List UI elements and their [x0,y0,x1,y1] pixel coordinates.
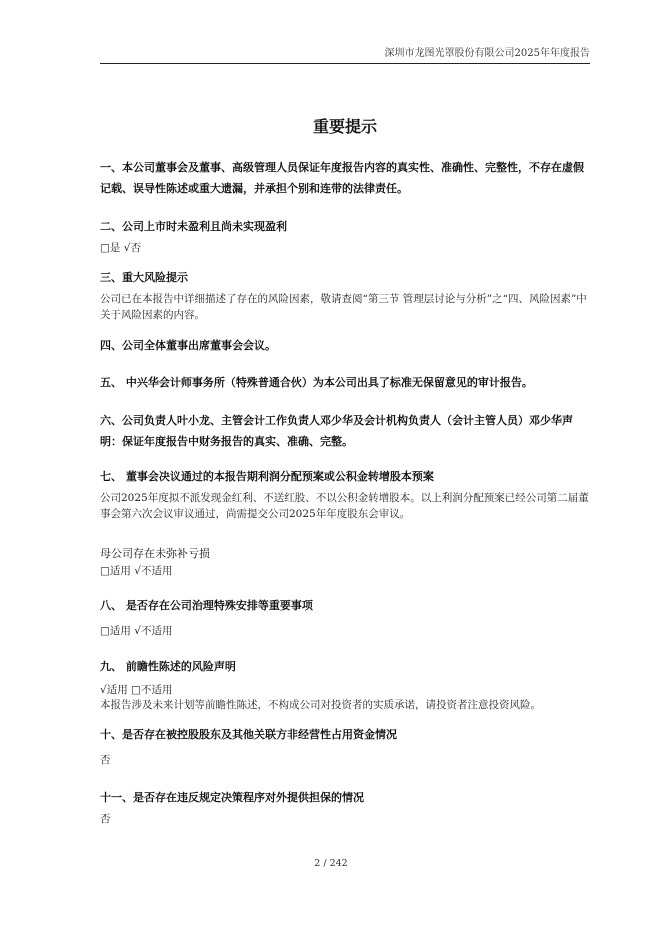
notice-9-option: √适用 □不适用 [100,684,173,696]
notice-2-option: □是 √否 [100,242,141,254]
notice-7-sub-heading: 母公司存在未弥补亏损 [100,547,210,560]
notice-3-body: 公司已在本报告中详细描述了存在的风险因素，敬请查阅“第三节 管理层讨论与分析”之“四、风险因素”中关于风险因素的内容。 [100,293,587,321]
page-number: 2 / 242 [314,858,348,869]
notice-11-heading: 十一、是否存在违反规定决策程序对外提供担保的情况 [100,791,364,804]
running-header: 深圳市龙图光罩股份有限公司2025年年度报告 [100,44,590,64]
notice-7-sub-option: □适用 √不适用 [100,565,173,577]
notice-2-heading: 二、公司上市时未盈利且尚未实现盈利 [100,220,287,233]
notice-9-heading: 九、 前瞻性陈述的风险声明 [100,660,236,673]
notice-6-heading: 六、公司负责人叶小龙、主管会计工作负责人邓少华及会计机构负责人（会计主管人员）邓少华声明：保证年度报告中财务报告的真实、准确、完整。 [100,414,573,448]
notice-10-answer: 否 [100,754,111,766]
notice-7-heading: 七、 董事会决议通过的本报告期利润分配预案或公积金转增股本预案 [100,470,434,483]
notice-11-answer: 否 [100,813,111,825]
notice-1-heading: 一、本公司董事会及董事、高级管理人员保证年度报告内容的真实性、准确性、完整性，不存在虚假记载、误导性陈述或重大遗漏，并承担个别和连带的法律责任。 [100,161,584,195]
notice-4-heading: 四、公司全体董事出席董事会会议。 [100,339,276,352]
notice-8-option: □适用 √不适用 [100,625,173,637]
notice-9-body: 本报告涉及未来计划等前瞻性陈述，不构成公司对投资者的实质承诺，请投资者注意投资风险。 [100,699,541,711]
notice-3-heading: 三、重大风险提示 [100,271,188,284]
notice-7-body: 公司2025年度拟不派发现金红利、不送红股、不以公积金转增股本。以上利润分配预案已经公司第二届董事会第六次会议审议通过，尚需提交公司2025年年度股东会审议。 [100,492,589,520]
notice-5-heading: 五、 中兴华会计师事务所（特殊普通合伙）为本公司出具了标准无保留意见的审计报告。 [100,376,533,389]
page-title: 重要提示 [312,117,377,136]
notice-8-heading: 八、 是否存在公司治理特殊安排等重要事项 [100,599,313,612]
notice-10-heading: 十、是否存在被控股股东及其他关联方非经营性占用资金情况 [100,728,397,741]
